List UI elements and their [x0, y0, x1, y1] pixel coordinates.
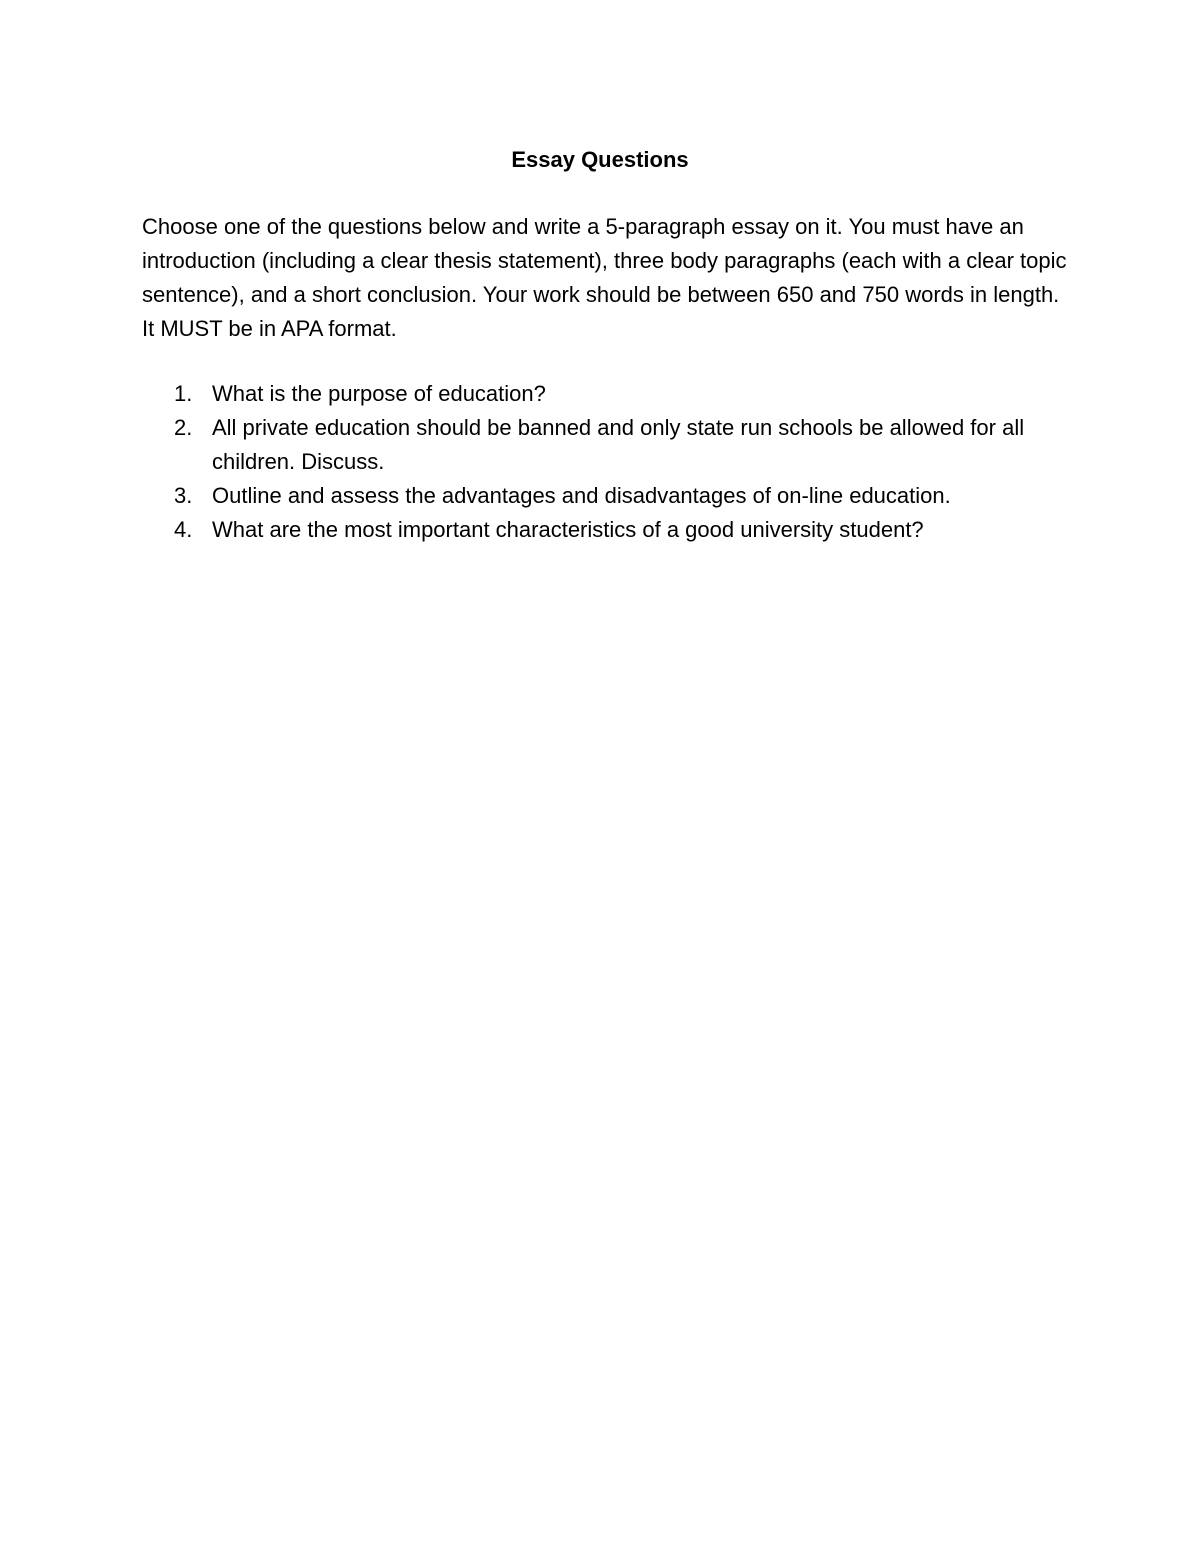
question-text: What are the most important characteristics of a good university student?: [212, 517, 924, 542]
list-item: [142, 411, 1072, 479]
question-text: What is the purpose of education?: [212, 381, 546, 406]
question-number: 1.: [174, 381, 193, 406]
list-item: [142, 479, 1072, 513]
question-text: Outline and assess the advantages and disadvantages of on-line education.: [212, 483, 951, 508]
question-text: All private education should be banned and only state run schools be allowed for all children. Discuss.: [212, 415, 1025, 474]
instructions-paragraph: Choose one of the questions below and write a 5-paragraph essay on it. You must have an introduction (including a clear thesis statement), three body paragraphs (each with a clear topic sentence), and a short conclusion. Your work should be between 650 and 750 words in length. It MUST be in APA format.: [142, 214, 1067, 341]
question-list: [142, 377, 1072, 547]
question-number: 3.: [174, 483, 193, 508]
question-number: 4.: [174, 517, 193, 542]
page-title: Essay Questions: [511, 147, 689, 172]
question-number: 2.: [174, 415, 193, 440]
list-item: [142, 377, 1072, 411]
list-item: [142, 513, 1072, 547]
